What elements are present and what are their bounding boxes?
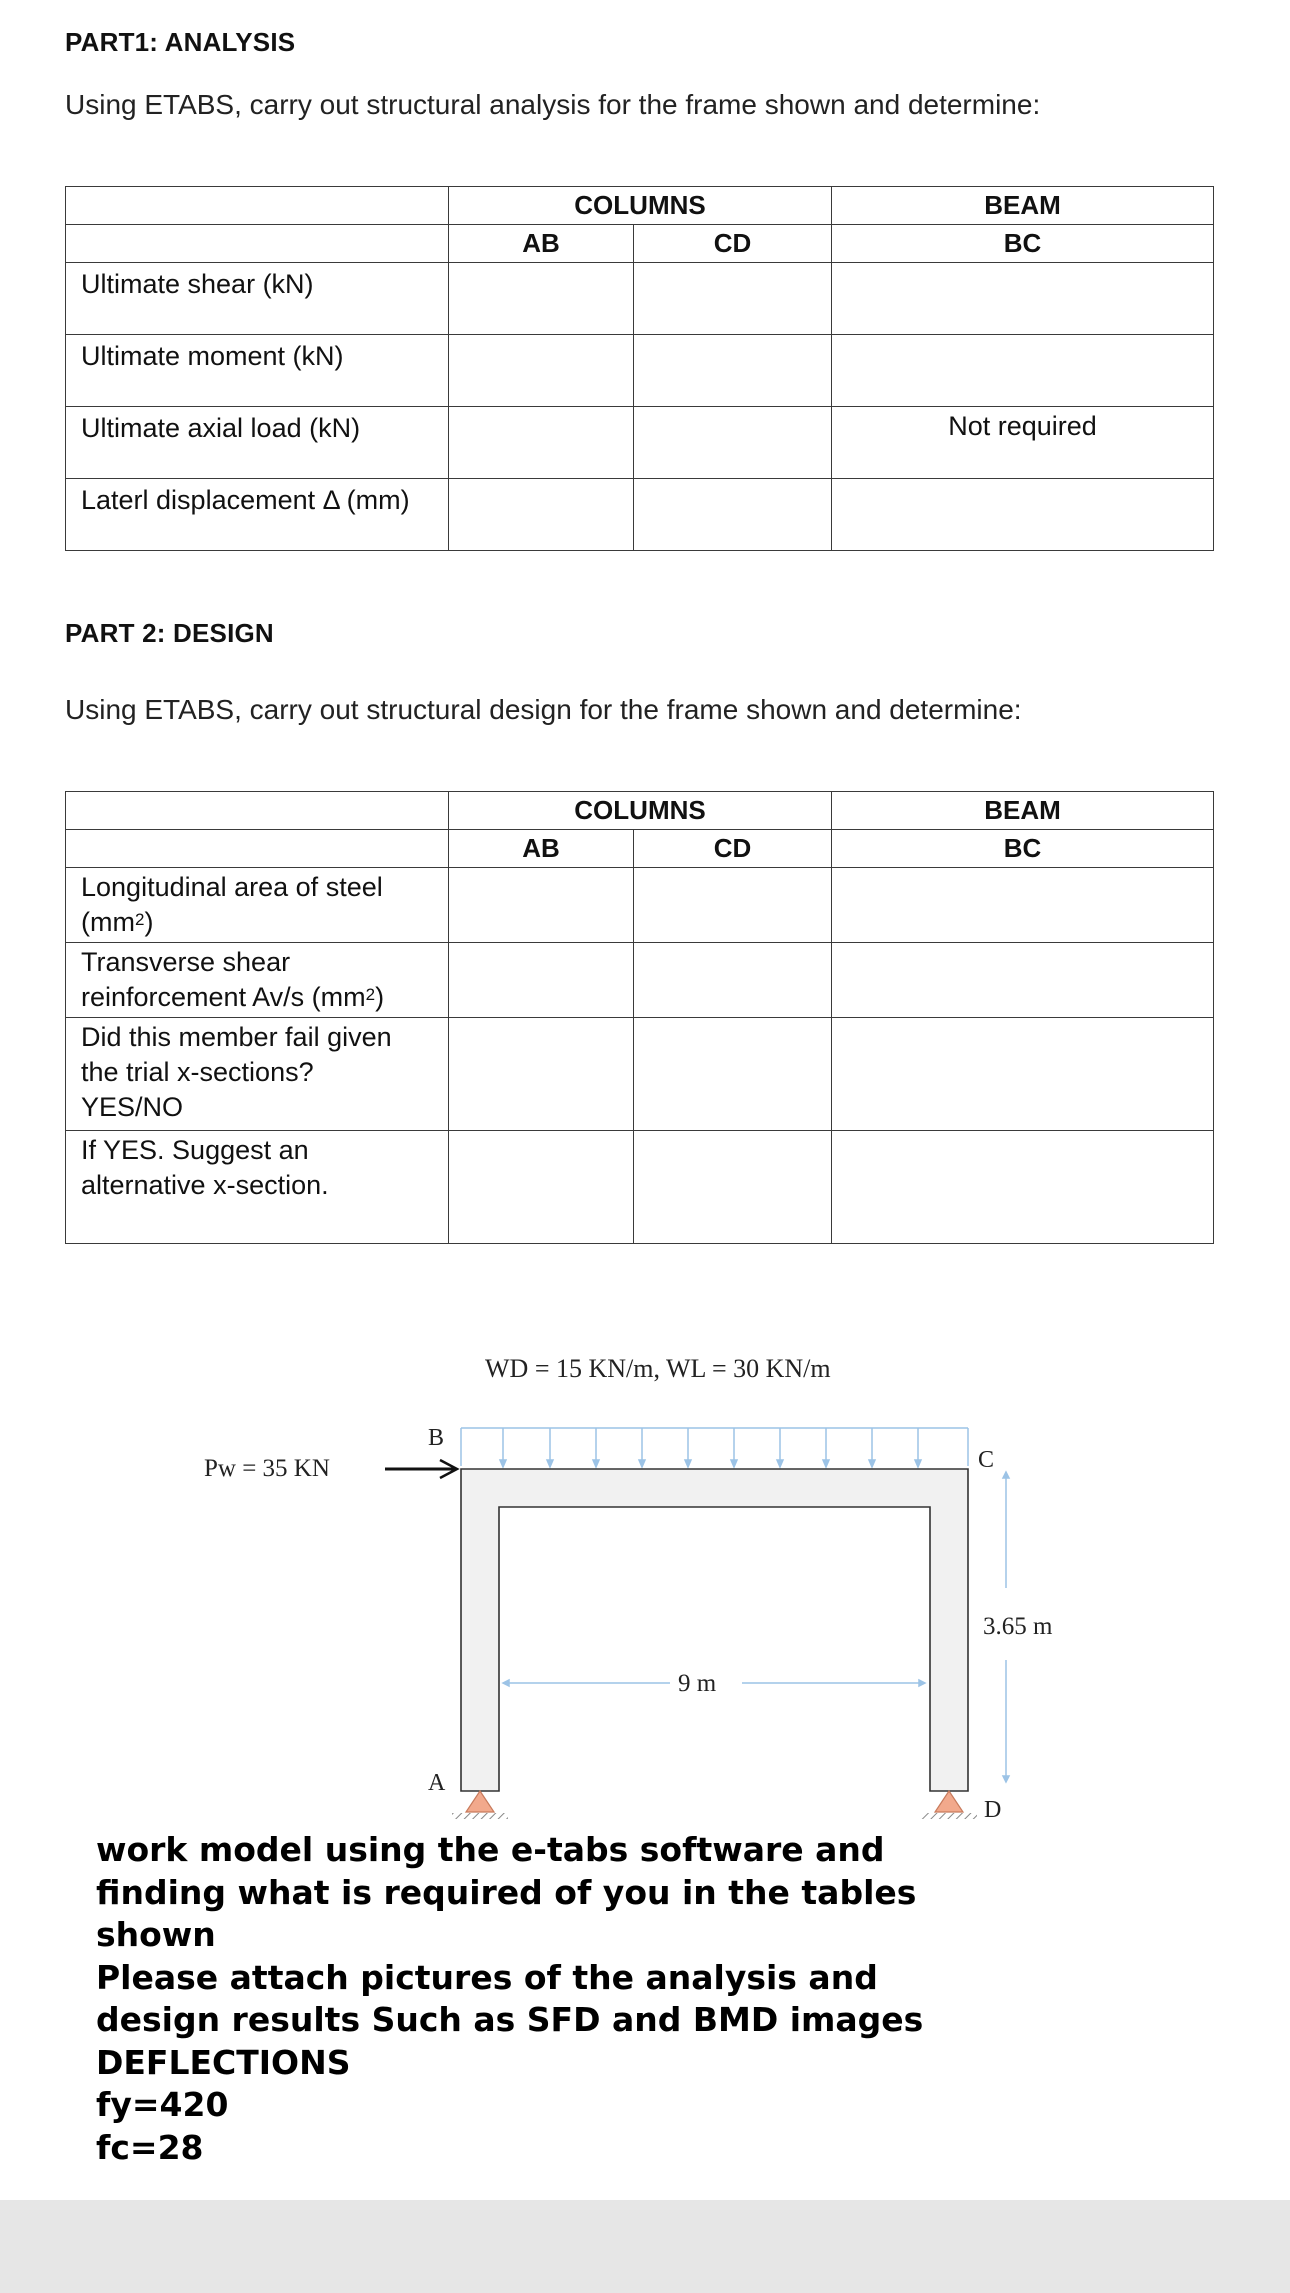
row-label: Ultimate axial load (kN)	[66, 407, 449, 479]
row-label: Laterl displacement Δ (mm)	[66, 479, 449, 551]
cell-bc	[832, 1131, 1214, 1244]
table-row	[66, 1131, 1214, 1244]
wind-load-label: Pw = 35 KN	[204, 1455, 330, 1482]
header-blank	[66, 225, 449, 263]
support-a-hatch	[452, 1813, 508, 1819]
cell-cd	[634, 943, 832, 1018]
column-ab-header: AB	[449, 225, 634, 263]
row-label	[66, 868, 449, 943]
note-line: design results Such as SFD and BMD images	[96, 2000, 924, 2039]
design-table	[65, 791, 1214, 1244]
cell-bc	[832, 868, 1214, 943]
part1-title: PART1: ANALYSIS	[65, 27, 296, 57]
table-row	[66, 943, 1214, 1018]
node-d-label: D	[984, 1797, 1002, 1823]
wind-load-arrow	[385, 1460, 457, 1478]
column-ab-header: AB	[449, 830, 634, 868]
cell-ab	[449, 868, 634, 943]
cell-ab	[449, 335, 634, 407]
table-row	[66, 263, 1214, 335]
column-cd-header: CD	[634, 225, 832, 263]
columns-group-header: COLUMNS	[449, 187, 832, 225]
cell-cd	[634, 868, 832, 943]
cell-ab	[449, 407, 634, 479]
row-label-line: $(mm^2)$	[81, 907, 154, 937]
header-blank	[66, 792, 449, 830]
row-label-line: reinforcement Av/s $(mm^2)$	[81, 982, 385, 1012]
column-cd-header: CD	[634, 830, 832, 868]
beam-group-header: BEAM	[832, 187, 1214, 225]
table-row	[66, 407, 1214, 479]
portal-frame	[461, 1469, 968, 1791]
cell-bc	[832, 335, 1214, 407]
table-row	[66, 479, 1214, 551]
cell-cd	[634, 1131, 832, 1244]
node-c-label: C	[978, 1447, 995, 1473]
note-line: DEFLECTIONS	[96, 2042, 351, 2082]
cell-ab	[449, 479, 634, 551]
distributed-load-arrows	[461, 1428, 968, 1467]
cell-ab	[449, 943, 634, 1018]
row-label: Ultimate shear (kN)	[66, 263, 449, 335]
node-b-label: B	[428, 1425, 445, 1451]
support-d-hatch	[921, 1813, 977, 1819]
cell-ab	[449, 263, 634, 335]
row-label-line: alternative x-section.	[81, 1170, 329, 1200]
support-a	[466, 1791, 494, 1812]
row-label-line: the trial x-sections?	[81, 1057, 314, 1087]
part2-title: PART 2: DESIGN	[65, 618, 274, 648]
load-label: WD = 15 KN/m, WL = 30 KN/m	[485, 1354, 831, 1383]
analysis-table	[65, 186, 1214, 551]
note-line: finding what is required of you in the tables	[96, 1872, 917, 1912]
beam-bc-header: BC	[832, 830, 1214, 868]
cell-bc	[832, 1018, 1214, 1131]
row-label-line: YES/NO	[81, 1092, 184, 1122]
height-label: 3.65 m	[983, 1613, 1053, 1640]
row-label	[66, 1131, 449, 1244]
bottom-bar	[0, 2200, 1290, 2293]
cell-bc	[832, 479, 1214, 551]
part1-intro: Using ETABS, carry out structural analysis for the frame shown and determine:	[65, 89, 1041, 120]
cell-cd	[634, 407, 832, 479]
node-a-label: A	[428, 1770, 446, 1796]
cell-bc	[832, 943, 1214, 1018]
note-line: Please attach pictures of the analysis and	[96, 1957, 878, 1997]
row-label-line: Transverse shear	[81, 947, 291, 977]
cell-bc-not-required: Not required	[832, 407, 1214, 479]
columns-group-header: COLUMNS	[449, 792, 832, 830]
row-label: Ultimate moment (kN)	[66, 335, 449, 407]
header-blank	[66, 830, 449, 868]
cell-bc	[832, 263, 1214, 335]
note-line: fc=28	[96, 2127, 204, 2167]
cell-cd	[634, 1018, 832, 1131]
row-label	[66, 943, 449, 1018]
table-row	[66, 335, 1214, 407]
table-row	[66, 868, 1214, 943]
instructions-notes	[96, 1829, 923, 2169]
cell-cd	[634, 263, 832, 335]
cell-ab	[449, 1018, 634, 1131]
note-line: shown	[96, 1915, 216, 1954]
part2-intro: Using ETABS, carry out structural design for the frame shown and determine:	[65, 694, 1022, 725]
span-label: 9 m	[678, 1670, 717, 1697]
row-label-line: If YES. Suggest an	[81, 1135, 309, 1165]
beam-group-header: BEAM	[832, 792, 1214, 830]
note-line: fy=420	[96, 2085, 229, 2124]
row-label-line: Did this member fail given	[81, 1022, 392, 1052]
table-row	[66, 1018, 1214, 1131]
cell-ab	[449, 1131, 634, 1244]
row-label	[66, 1018, 449, 1131]
frame-diagram	[0, 1330, 1290, 1850]
cell-cd	[634, 335, 832, 407]
support-d	[935, 1791, 963, 1812]
beam-bc-header: BC	[832, 225, 1214, 263]
row-label-line: Longitudinal area of steel	[81, 872, 383, 902]
header-blank	[66, 187, 449, 225]
cell-cd	[634, 479, 832, 551]
note-line: work model using the e-tabs software and	[96, 1830, 885, 1869]
